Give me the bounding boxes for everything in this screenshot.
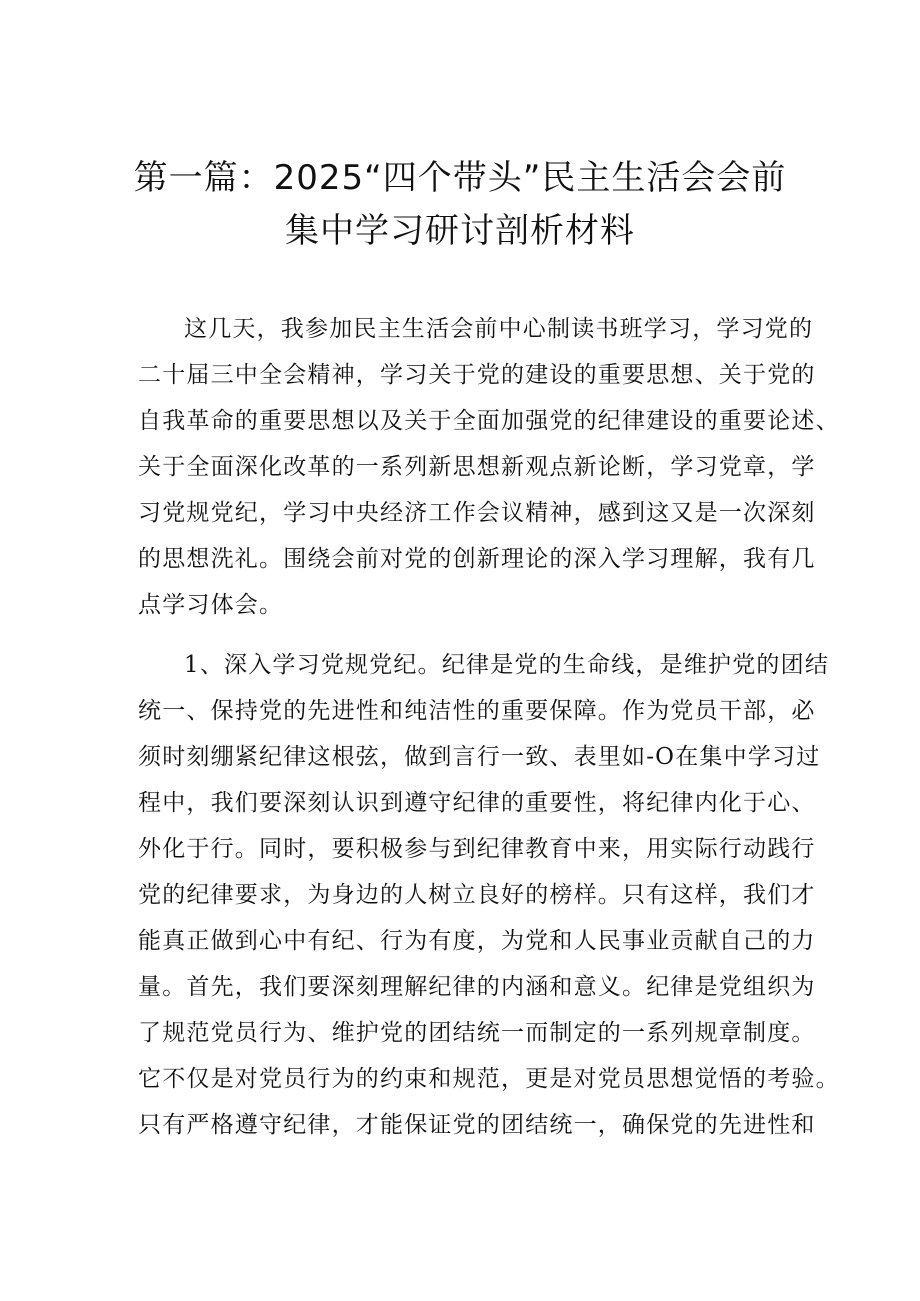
paragraph-line: 须时刻绷紧纪律这根弦，做到言行一致、表里如-O在集中学习过 — [138, 744, 821, 770]
document-title-line-1: 第一篇：2025“四个带头”民主生活会会前 — [133, 158, 787, 198]
paragraph-line: 1、深入学习党规党纪。纪律是党的生命线，是维护党的团结 — [184, 652, 830, 678]
paragraph-line: 了规范党员行为、维护党的团结统一而制定的一系列规章制度。 — [138, 1020, 816, 1046]
paragraph-line: 党的纪律要求，为身边的人树立良好的榜样。只有这样，我们才 — [138, 882, 816, 908]
paragraph-line: 统一、保持党的先进性和纯洁性的重要保障。作为党员干部，必 — [138, 698, 816, 724]
paragraph-line: 只有严格遵守纪律，才能保证党的团结统一，确保党的先进性和 — [138, 1112, 816, 1138]
paragraph-line: 能真正做到心中有纪、行为有度，为党和人民事业贡献自己的力 — [138, 928, 816, 954]
paragraph-2 — [138, 642, 840, 1148]
paragraph-1 — [138, 306, 840, 628]
paragraph-line: 量。首先，我们要深刻理解纪律的内涵和意义。纪律是党组织为 — [138, 974, 816, 1000]
paragraph-line: 这几天，我参加民主生活会前中心制读书班学习，学习党的 — [184, 316, 814, 342]
paragraph-line: 外化于行。同时，要积极参与到纪律教育中来，用实际行动践行 — [138, 836, 816, 862]
paragraph-line: 关于全面深化改革的一系列新思想新观点新论断，学习党章，学 — [138, 454, 816, 480]
paragraph-line: 它不仅是对党员行为的约束和规范，更是对党员思想觉悟的考验。 — [138, 1066, 840, 1092]
paragraph-line: 点学习体会。 — [138, 592, 284, 618]
paragraph-line: 的思想洗礼。围绕会前对党的创新理论的深入学习理解，我有几 — [138, 546, 816, 572]
paragraph-line: 自我革命的重要思想以及关于全面加强党的纪律建设的重要论述、 — [138, 408, 840, 434]
document-title-line-2: 集中学习研讨剖析材料 — [285, 211, 635, 251]
paragraph-line: 程中，我们要深刻认识到遵守纪律的重要性，将纪律内化于心、 — [138, 790, 816, 816]
paragraph-line: 习党规党纪，学习中央经济工作会议精神，感到这又是一次深刻 — [138, 500, 816, 526]
paragraph-line: 二十届三中全会精神，学习关于党的建设的重要思想、关于党的 — [138, 362, 816, 388]
